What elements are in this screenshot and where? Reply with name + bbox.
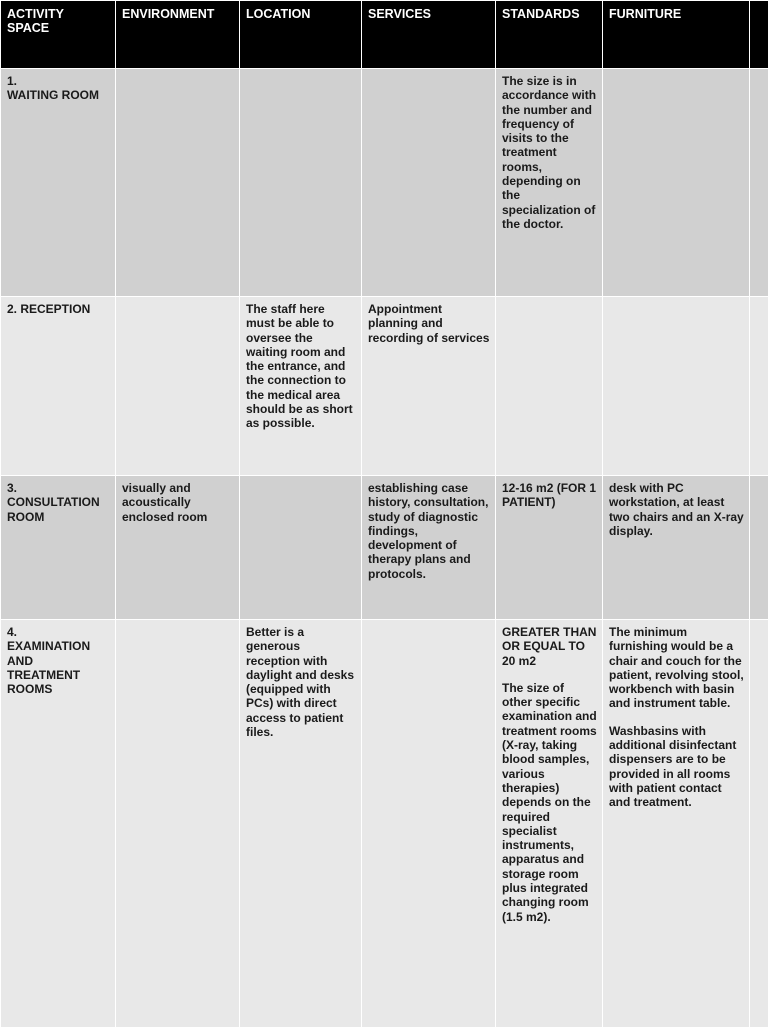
header-row (1, 1, 768, 69)
cell-location (240, 476, 362, 620)
header-standards: STANDARDS (496, 1, 603, 69)
cell-furniture (603, 69, 750, 297)
cell-standards (496, 620, 603, 1028)
header-activity-space: ACTIVITY SPACE (1, 1, 116, 69)
standards-paragraph: GREATER THAN OR EQUAL TO 20 m2 (502, 625, 597, 668)
cell-environment (116, 297, 240, 476)
cell-extra (750, 620, 768, 1028)
cell-standards (496, 69, 603, 297)
cell-extra (750, 297, 768, 476)
table-row-reception (1, 297, 768, 476)
cell-services: establishing case history, consultation, study of diagnostic findings, development of therapy plans and protocols. (362, 476, 496, 620)
cell-furniture (603, 620, 750, 1028)
header-furniture: FURNITURE (603, 1, 750, 69)
cell-environment (116, 620, 240, 1028)
cell-services (362, 620, 496, 1028)
table-row-consultation-room (1, 476, 768, 620)
furniture-paragraph: desk with PC workstation, at least two chairs and an X-ray display. (609, 481, 744, 538)
cell-activity-space: 2. RECEPTION (1, 297, 116, 476)
cell-activity-space: 4. EXAMINATION AND TREATMENT ROOMS (1, 620, 116, 1028)
cell-location: Better is a generous reception with daylight and desks (equipped with PCs) with direct access to patient files. (240, 620, 362, 1028)
cell-activity-space: 1. WAITING ROOM (1, 69, 116, 297)
cell-location: The staff here must be able to oversee the waiting room and the entrance, and the connection to the medical area should be as short as possible. (240, 297, 362, 476)
furniture-paragraph: Washbasins with additional disinfectant dispensers are to be provided in all rooms with patient contact and treatment. (609, 724, 744, 810)
cell-furniture (603, 297, 750, 476)
header-environment: ENVIRONMENT (116, 1, 240, 69)
cell-extra (750, 476, 768, 620)
cell-environment: visually and acoustically enclosed room (116, 476, 240, 620)
standards-paragraph: The size is in accordance with the number and frequency of visits to the treatment rooms, depending on the specialization of the doctor. (502, 74, 597, 231)
cell-services: Appointment planning and recording of services (362, 297, 496, 476)
cell-location (240, 69, 362, 297)
cell-standards (496, 297, 603, 476)
cell-furniture (603, 476, 750, 620)
header-location: LOCATION (240, 1, 362, 69)
cell-standards (496, 476, 603, 620)
header-extra (750, 1, 768, 69)
table-row-examination-treatment-rooms (1, 620, 768, 1028)
standards-paragraph: The size of other specific examination and treatment rooms (X-ray, taking blood samples, various therapies) depends on the required specialist instruments, apparatus and storage room plus integrated changing room (1.5 m2). (502, 681, 597, 924)
header-services: SERVICES (362, 1, 496, 69)
cell-environment (116, 69, 240, 297)
cell-activity-space: 3. CONSULTATION ROOM (1, 476, 116, 620)
cell-extra (750, 69, 768, 297)
furniture-paragraph: The minimum furnishing would be a chair and couch for the patient, revolving stool, workbench with basin and instrument table. (609, 625, 744, 711)
standards-paragraph: 12-16 m2 (FOR 1 PATIENT) (502, 481, 597, 510)
cell-services (362, 69, 496, 297)
table-row-waiting-room (1, 69, 768, 297)
